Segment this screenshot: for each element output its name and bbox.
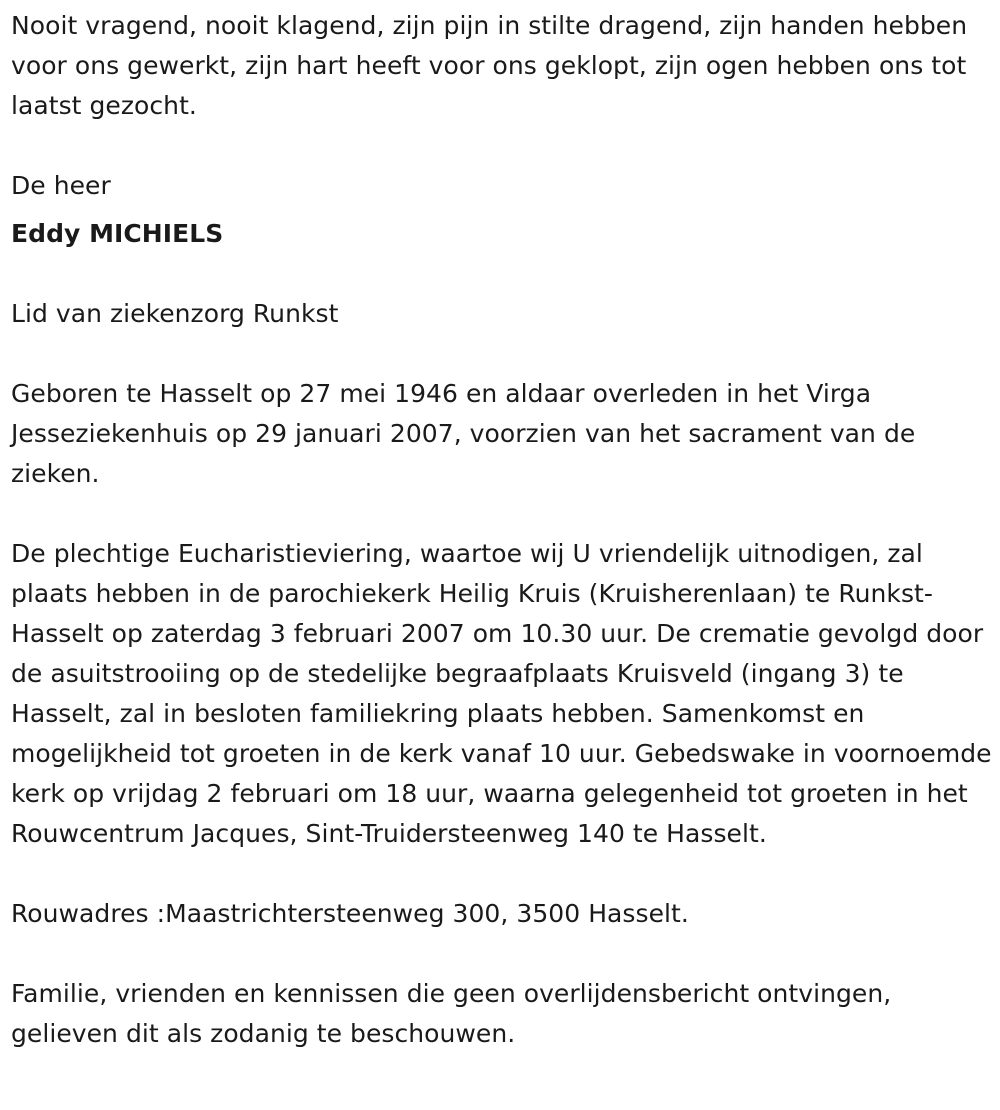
spacer [11,934,995,974]
spacer [11,254,995,294]
mourning-address: Rouwadres :Maastrichtersteenweg 300, 3500 Hasselt. [11,899,689,928]
salutation: De heer [11,171,111,200]
spacer [11,854,995,894]
poem-text: Nooit vragend, nooit klagend, zijn pijn in stilte dragend, zijn handen hebben voor ons gewerkt, zijn hart heeft voor ons geklopt, zijn ogen hebben ons tot laatst gezocht. [11,11,968,120]
spacer [11,334,995,374]
spacer [11,206,995,214]
birth-death-text: Geboren te Hasselt op 27 mei 1946 en aldaar overleden in het Virga Jesseziekenhuis op 29 januari 2007, voorzien van het sacrament van de zieken. [11,379,916,488]
closing-text: Familie, vrienden en kennissen die geen overlijdensbericht ontvingen, gelieven dit als zodanig te beschouwen. [11,979,892,1048]
obituary-notice [11,6,995,1054]
membership-text: Lid van ziekenzorg Runkst [11,299,339,328]
deceased-name: Eddy MICHIELS [11,219,224,248]
ceremony-text: De plechtige Eucharistieviering, waartoe wij U vriendelijk uitnodigen, zal plaats hebben in de parochiekerk Heilig Kruis (Kruisherenlaan) te Runkst-Hasselt op zaterdag 3 februari 2007 om 10.30 uur. De crematie gevolgd door de asuitstrooiing op de stedelijke begraafplaats Kruisveld (ingang 3) te Hasselt, zal in besloten familiekring plaats hebben. Samenkomst en mogelijkheid tot groeten in de kerk vanaf 10 uur. Gebedswake in voornoemde kerk op vrijdag 2 februari om 18 uur, waarna gelegenheid tot groeten in het Rouwcentrum Jacques, Sint-Truidersteenweg 140 te Hasselt. [11,539,992,848]
spacer [11,494,995,534]
spacer [11,126,995,166]
